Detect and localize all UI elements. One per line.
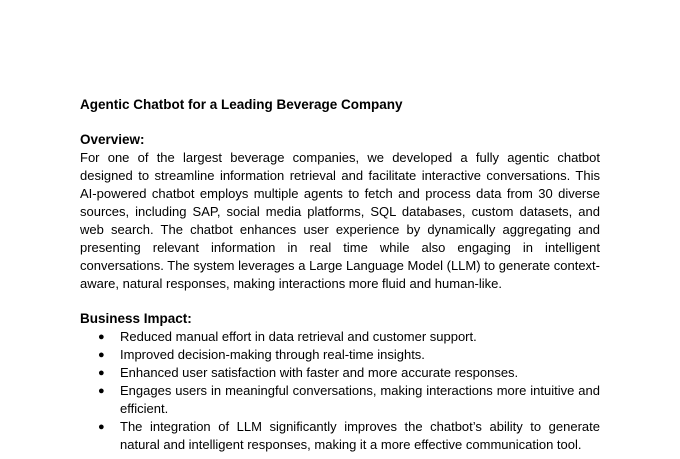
list-item-text: Engages users in meaningful conversations, making interactions more intuitive and efficient. (120, 383, 600, 416)
list-item (80, 382, 600, 418)
list-item-text: The integration of LLM significantly improves the chatbot’s ability to generate natural and intelligent responses, making it a more effective communication tool. (120, 419, 600, 452)
bullet-icon: ● (98, 367, 105, 379)
overview-heading: Overview: (80, 132, 145, 147)
list-item-text: Improved decision-making through real-time insights. (120, 347, 425, 362)
list-item (80, 346, 600, 364)
list-item (80, 418, 600, 454)
document-page (80, 96, 600, 454)
document-title: Agentic Chatbot for a Leading Beverage Company (80, 97, 403, 112)
overview-paragraph: For one of the largest beverage companies, we developed a fully agentic chatbot designed to streamline information retrieval and facilitate interactive conversations. This AI-powered chatbot employs multiple agents to fetch and process data from 30 diverse sources, including SAP, social media platforms, SQL databases, custom datasets, and web search. The chatbot enhances user experience by dynamically aggregating and presenting relevant information in real time while also engaging in intelligent conversations. The system leverages a Large Language Model (LLM) to generate context-aware, natural responses, making interactions more fluid and human-like. (80, 150, 600, 291)
list-item (80, 328, 600, 346)
business-impact-list (80, 328, 600, 454)
list-item (80, 364, 600, 382)
bullet-icon: ● (98, 385, 105, 397)
list-item-text: Reduced manual effort in data retrieval and customer support. (120, 329, 477, 344)
list-item-text: Enhanced user satisfaction with faster and more accurate responses. (120, 365, 519, 380)
business-impact-heading: Business Impact: (80, 311, 192, 326)
bullet-icon: ● (98, 349, 105, 361)
bullet-icon: ● (98, 331, 105, 343)
bullet-icon: ● (98, 421, 105, 433)
